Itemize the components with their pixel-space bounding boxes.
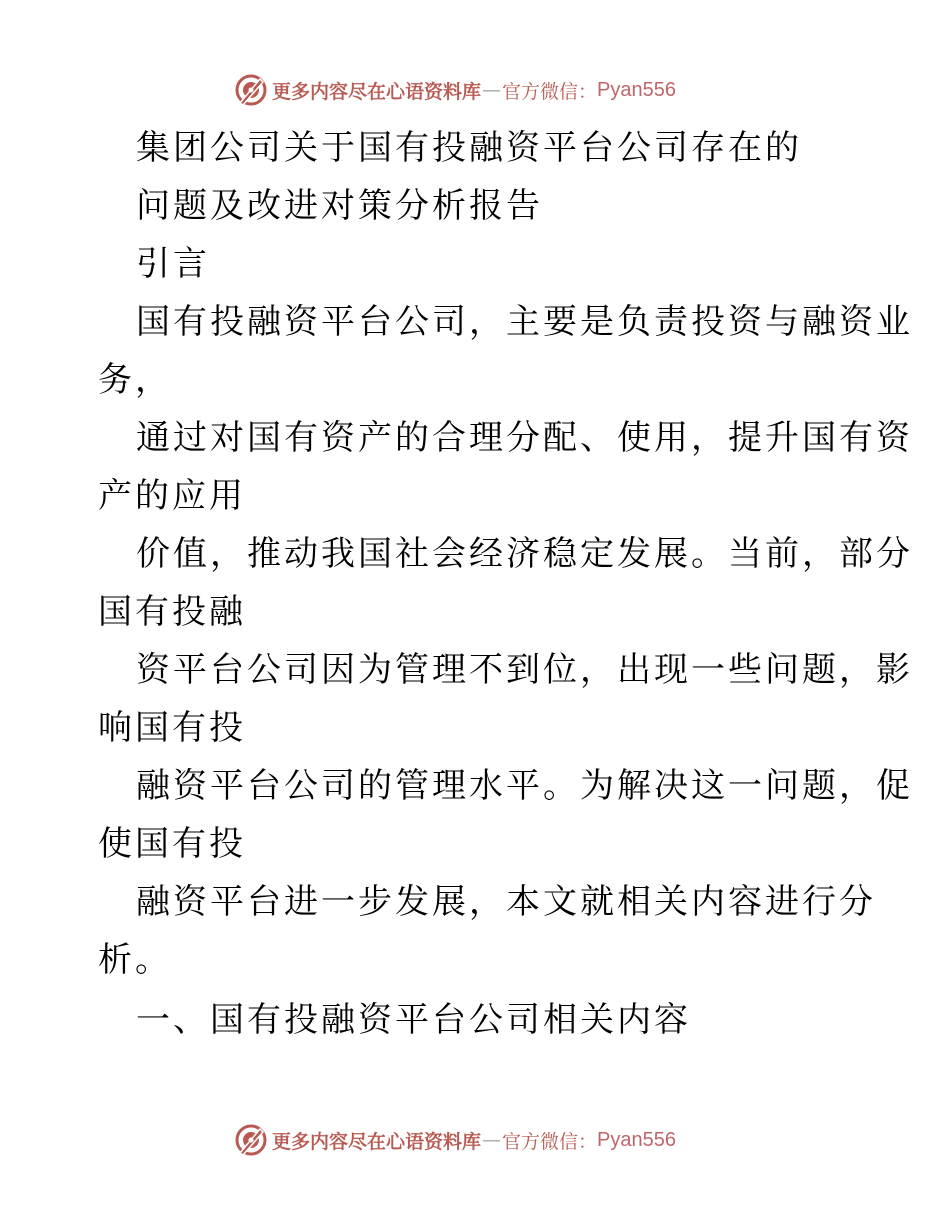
paragraph-line: 国有投融 (98, 592, 246, 632)
banner-wechat-id: Pyan556 (597, 78, 676, 101)
footer-banner (234, 1122, 676, 1158)
section-1-heading: 一、国有投融资平台公司相关内容 (136, 1000, 691, 1040)
paragraph-line: 国有投融资平台公司，主要是负责投资与融资业 (136, 302, 913, 342)
banner-separator: — (482, 1129, 502, 1151)
paragraph-line: 产的应用 (98, 476, 246, 516)
banner-main-text: 更多内容尽在心语资料库 (272, 80, 482, 103)
paragraph-line: 析。 (98, 940, 172, 980)
header-banner (234, 72, 676, 108)
paragraph-line: 务， (98, 360, 172, 400)
paragraph-line: 价值，推动我国社会经济稳定发展。当前，部分 (136, 534, 913, 574)
paragraph-line: 使国有投 (98, 824, 246, 864)
paragraph-line: 通过对国有资产的合理分配、使用，提升国有资 (136, 418, 913, 458)
pen-logo-icon (234, 1123, 268, 1157)
banner-wechat-label: 官方微信： (502, 80, 598, 103)
doc-title-line-1: 集团公司关于国有投融资平台公司存在的 (136, 128, 802, 168)
paragraph-line: 响国有投 (98, 708, 246, 748)
banner-main-text: 更多内容尽在心语资料库 (272, 1130, 482, 1153)
intro-heading: 引言 (136, 244, 210, 284)
paragraph-line: 融资平台公司的管理水平。为解决这一问题，促 (136, 766, 913, 806)
banner-wechat-label: 官方微信： (502, 1130, 598, 1153)
banner-wechat-id: Pyan556 (597, 1128, 676, 1151)
paragraph-line: 资平台公司因为管理不到位，出现一些问题，影 (136, 650, 913, 690)
pen-logo-icon (234, 73, 268, 107)
paragraph-line: 融资平台进一步发展，本文就相关内容进行分 (136, 882, 876, 922)
doc-title-line-2: 问题及改进对策分析报告 (136, 186, 543, 226)
banner-separator: — (482, 79, 502, 101)
